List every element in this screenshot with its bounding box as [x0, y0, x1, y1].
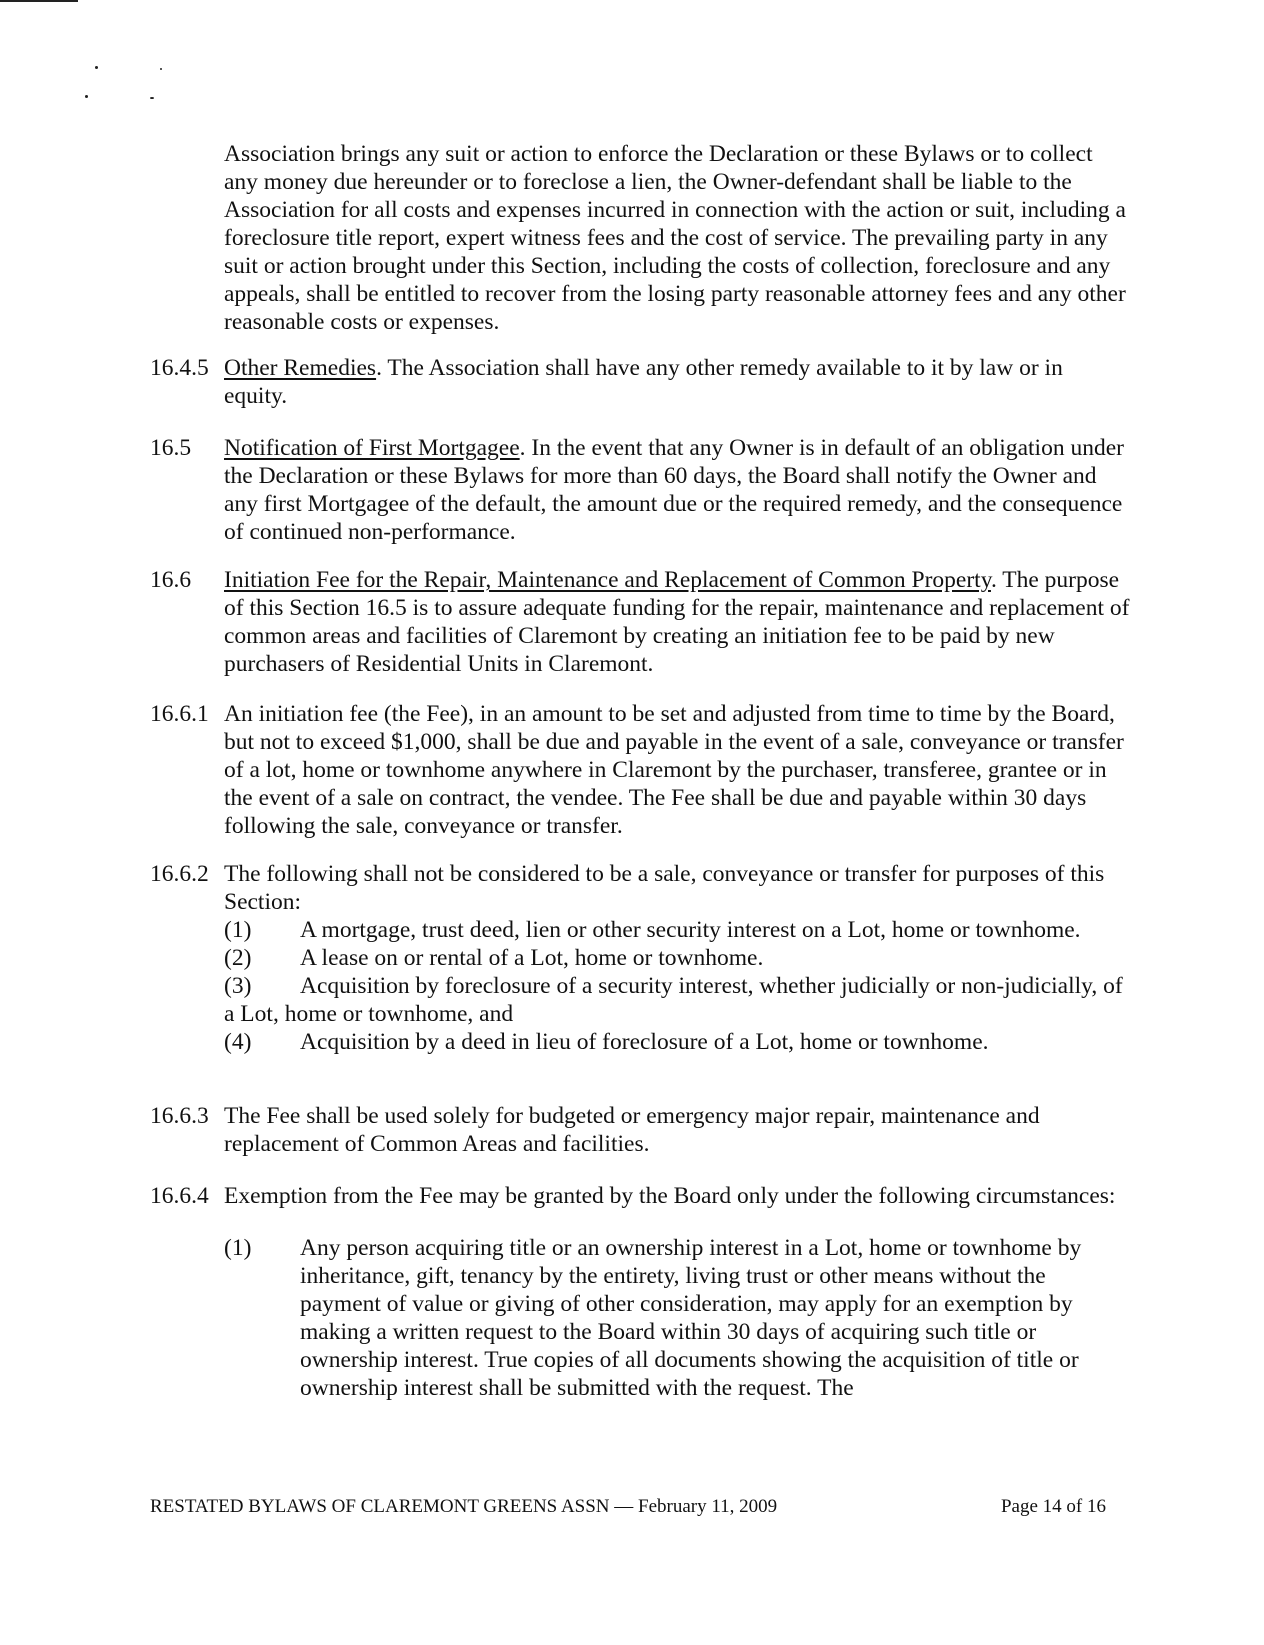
section-number: 16.6.2 — [150, 861, 209, 887]
section-body — [224, 434, 1130, 546]
section-number: 16.6.4 — [150, 1183, 209, 1209]
list-item-number: (1) — [224, 1235, 252, 1261]
list-item-text: A mortgage, trust deed, lien or other security interest on a Lot, home or townhome. — [300, 917, 1081, 943]
section-16-5 — [150, 434, 1130, 546]
list-item — [224, 972, 1130, 1028]
scan-artifact-speck — [150, 97, 154, 99]
section-body — [224, 354, 1130, 410]
page-footer — [150, 1493, 1106, 1521]
section-title: Notification of First Mortgagee — [224, 435, 520, 461]
footer-title: RESTATED BYLAWS OF CLAREMONT GREENS ASSN — February 11, 2009 — [150, 1496, 778, 1517]
section-number: 16.6.1 — [150, 701, 209, 727]
section-text: . The Association shall have any other remedy available to it by law or in equity. — [224, 355, 1063, 409]
section-16-6-3 — [150, 1102, 1130, 1158]
section-body — [224, 860, 1130, 1056]
section-16-6-1 — [150, 700, 1130, 840]
section-16-6-4 — [150, 1182, 1130, 1402]
section-number: 16.6.3 — [150, 1103, 209, 1129]
section-text: An initiation fee (the Fee), in an amount to be set and adjusted from time to time by the Board, but not to exceed $1,000, shall be due and payable in the event of a sale, conveyance or transfer of a lot, home or townhome anywhere in Claremont by the purchaser, transferee, grantee or in the event of a sale on contract, the vendee. The Fee shall be due and payable within 30 days following the sale, conveyance or transfer. — [224, 701, 1124, 839]
section-text: . In the event that any Owner is in default of an obligation under the Declaration or these Bylaws for more than 60 days, the Board shall notify the Owner and any first Mortgagee of the default, the amount due or the required remedy, and the consequence of continued non-performance. — [224, 435, 1124, 545]
section-number: 16.4.5 — [150, 355, 209, 381]
list-item — [224, 1028, 1130, 1056]
continuation-text: Association brings any suit or action to enforce the Declaration or these Bylaws or to collect any money due hereunder or to foreclose a lien, the Owner-defendant shall be liable to the Association for all costs and expenses incurred in connection with the action or suit, including a foreclosure title report, expert witness fees and the cost of service. The prevailing party in any suit or action brought under this Section, including the costs of collection, foreclosure and any appeals, shall be entitled to recover from the losing party reasonable attorney fees and any other reasonable costs or expenses. — [224, 141, 1126, 335]
list-item-text: Acquisition by a deed in lieu of foreclosure of a Lot, home or townhome. — [300, 1029, 989, 1055]
section-number: 16.5 — [150, 435, 192, 461]
section-text: The following shall not be considered to be a sale, conveyance or transfer for purposes of this Section: — [224, 861, 1105, 915]
list-item — [224, 944, 1130, 972]
list-item-number: (3) — [224, 973, 252, 999]
list-item-number: (2) — [224, 945, 252, 971]
continuation-paragraph — [150, 140, 1130, 336]
list-item-number: (4) — [224, 1029, 252, 1055]
list-item — [224, 1234, 1130, 1402]
section-text: The Fee shall be used solely for budgeted or emergency major repair, maintenance and replacement of Common Areas and facilities. — [224, 1103, 1040, 1157]
list-item-text: Any person acquiring title or an ownership interest in a Lot, home or townhome by inheritance, gift, tenancy by the entirety, living trust or other means without the payment of value or giving of other consideration, may apply for an exemption by making a written request to the Board within 30 days of acquiring such title or ownership interest. True copies of all documents showing the acquisition of title or ownership interest shall be submitted with the request. The — [300, 1235, 1082, 1401]
scan-artifact-line — [0, 0, 78, 2]
list-item — [224, 916, 1130, 944]
section-title: Other Remedies — [224, 355, 377, 381]
section-body — [224, 1182, 1130, 1402]
section-number: 16.6 — [150, 567, 192, 593]
section-title: Initiation Fee for the Repair, Maintenance and Replacement of Common Property — [224, 567, 991, 593]
scan-artifact-speck — [160, 68, 162, 70]
section-body — [224, 566, 1130, 678]
page-number: Page 14 of 16 — [1000, 1496, 1106, 1517]
section-text: . The purpose of this Section 16.5 is to assure adequate funding for the repair, maintenance and replacement of common areas and facilities of Claremont by creating an initiation fee to be paid by new purchasers of Residential Units in Claremont. — [224, 567, 1130, 677]
list-item-number: (1) — [224, 917, 252, 943]
section-text: Exemption from the Fee may be granted by the Board only under the following circumstances: — [224, 1183, 1116, 1209]
section-16-4-5 — [150, 354, 1130, 410]
section-16-6-2 — [150, 860, 1130, 1056]
section-16-6 — [150, 566, 1130, 678]
list-item-text: Acquisition by foreclosure of a security interest, whether judicially or non-judicially, of a Lot, home or townhome, and — [224, 973, 1123, 1027]
scan-artifact-speck — [95, 66, 98, 69]
scan-artifact-speck — [85, 95, 88, 98]
list-item-text: A lease on or rental of a Lot, home or townhome. — [300, 945, 764, 971]
